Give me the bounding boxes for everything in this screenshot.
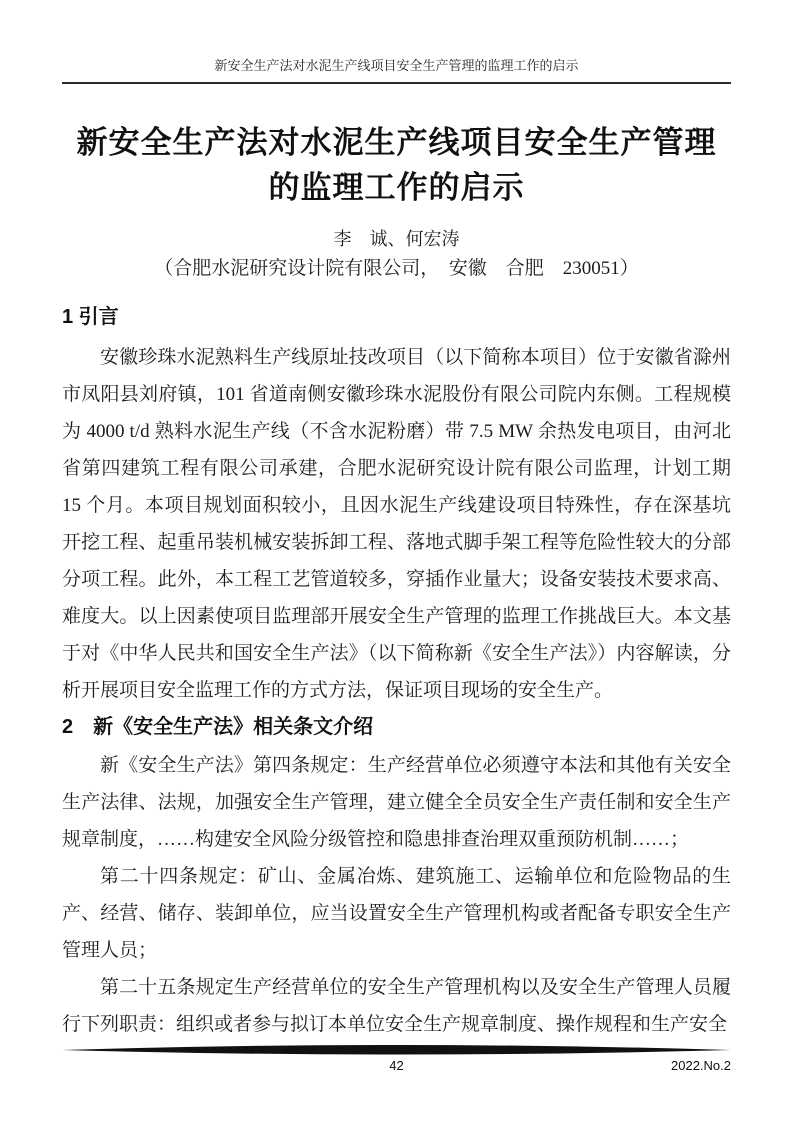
paragraph-article-4: 新《安全生产法》第四条规定：生产经营单位必须遵守本法和其他有关安全生产法律、法规，加强安全生产管理，建立健全全员安全生产责任制和安全生产规章制度，……构建安全风险分级管控和隐患排查治理双重预防机制……； bbox=[62, 755, 731, 850]
article-title: 新安全生产法对水泥生产线项目安全生产管理的监理工作的启示 bbox=[76, 125, 717, 205]
affiliation-line: （合肥水泥研究设计院有限公司， 安徽 合肥 230051） bbox=[154, 258, 639, 279]
page-footer bbox=[62, 1044, 731, 1075]
footer-tapered-rule bbox=[62, 1044, 731, 1056]
paragraph-article-24: 第二十四条规定：矿山、金属冶炼、建筑施工、运输单位和危险物品的生产、经营、储存、装卸单位，应当设置安全生产管理机构或者配备专职安全生产管理人员； bbox=[62, 866, 731, 961]
paragraph-article-25: 第二十五条规定生产经营单位的安全生产管理机构以及安全生产管理人员履行下列职责：组织或者参与拟订本单位安全生产规章制度、操作规程和生产安全 bbox=[62, 977, 731, 1035]
section-heading-provisions: 2 新《安全生产法》相关条文介绍 bbox=[62, 716, 374, 738]
running-header bbox=[62, 57, 731, 84]
footer-line bbox=[62, 1057, 731, 1075]
paragraph-introduction: 安徽珍珠水泥熟料生产线原址技改项目（以下简称本项目）位于安徽省滁州市凤阳县刘府镇，101 省道南侧安徽珍珠水泥股份有限公司院内东侧。工程规模为 4000 t/d 熟料水泥生产线（不含水泥粉磨）带 7.5 MW 余热发电项目，由河北省第四建筑工程有限公司承建，合肥水泥研究设计院有限公司监理，计划工期 15 个月。本项目规划面积较小，且因水泥生产线建设项目特殊性，存在深基坑开挖工程、起重吊装机械安装拆卸工程、落地式脚手架工程等危险性较大的分部分项工程。此外，本工程工艺管道较多，穿插作业量大；设备安装技术要求高、难度大。以上因素使项目监理部开展安全生产管理的监理工作挑战巨大。本文基于对《中华人民共和国安全生产法》（以下简称新《安全生产法》）内容解读，分析开展项目安全监理工作的方式方法，保证项目现场的安全生产。 bbox=[62, 347, 731, 701]
running-header-rule bbox=[62, 82, 731, 84]
authors-line: 李 诚、何宏涛 bbox=[333, 229, 460, 249]
running-header-text: 新安全生产法对水泥生产线项目安全生产管理的监理工作的启示 bbox=[214, 58, 579, 73]
issue-label: 2022.No.2 bbox=[671, 1058, 731, 1073]
section-heading-introduction: 1 引言 bbox=[62, 306, 119, 328]
page-number: 42 bbox=[389, 1058, 404, 1073]
